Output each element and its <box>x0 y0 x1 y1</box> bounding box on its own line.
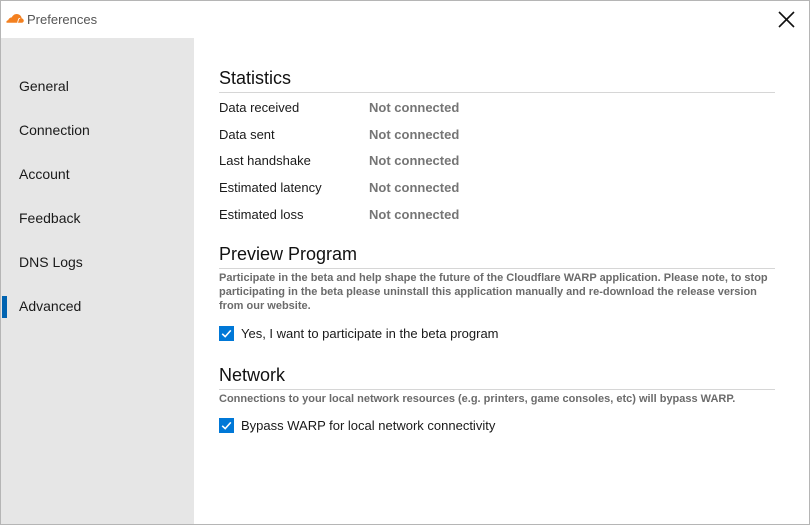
stat-label: Data received <box>219 100 300 115</box>
stat-row-data-received <box>219 100 775 120</box>
sidebar-item-advanced[interactable] <box>1 284 194 328</box>
stat-label: Last handshake <box>219 153 311 168</box>
preview-program-description: Participate in the beta and help shape the future of the Cloudflare WARP application. Please note, to stop participating in the beta please uninstall this application manually and re-download the release version from our website. <box>219 272 768 312</box>
stat-value: Not connected <box>369 127 460 142</box>
stat-value: Not connected <box>369 180 460 195</box>
sidebar-item-label: General <box>19 78 69 94</box>
checkmark-icon <box>221 328 232 339</box>
bypass-warp-checkbox-row[interactable] <box>219 415 495 435</box>
active-indicator <box>2 296 7 318</box>
sidebar-item-connection[interactable] <box>1 108 194 152</box>
beta-program-checkbox[interactable] <box>219 326 234 341</box>
stat-value: Not connected <box>369 100 460 115</box>
network-heading: Network <box>219 365 775 390</box>
stat-row-estimated-latency <box>219 180 775 200</box>
sidebar-item-feedback[interactable] <box>1 196 194 240</box>
stat-value: Not connected <box>369 153 460 168</box>
sidebar-item-dns-logs[interactable] <box>1 240 194 284</box>
beta-program-checkbox-row[interactable] <box>219 323 499 343</box>
checkmark-icon <box>221 420 232 431</box>
stat-row-last-handshake <box>219 153 775 173</box>
title-bar <box>1 1 809 38</box>
beta-program-checkbox-label: Yes, I want to participate in the beta program <box>241 325 499 341</box>
cloudflare-logo-icon <box>6 13 24 24</box>
stat-row-estimated-loss <box>219 207 775 227</box>
stat-label: Estimated latency <box>219 180 322 195</box>
sidebar-item-general[interactable] <box>1 64 194 108</box>
stat-value: Not connected <box>369 207 460 222</box>
sidebar-item-label: Feedback <box>19 210 81 226</box>
sidebar-item-label: Account <box>19 166 70 182</box>
stat-row-data-sent <box>219 127 775 147</box>
sidebar-item-label: Advanced <box>19 298 82 314</box>
sidebar-item-label: DNS Logs <box>19 254 83 270</box>
sidebar-item-account[interactable] <box>1 152 194 196</box>
sidebar <box>1 38 194 524</box>
sidebar-item-label: Connection <box>19 122 90 138</box>
bypass-warp-checkbox-label: Bypass WARP for local network connectivity <box>241 417 496 433</box>
stat-label: Estimated loss <box>219 207 304 222</box>
close-button[interactable] <box>763 1 809 38</box>
bypass-warp-checkbox[interactable] <box>219 418 234 433</box>
network-description: Connections to your local network resources (e.g. printers, game consoles, etc) will bypass WARP. <box>219 393 736 405</box>
close-icon <box>778 11 795 28</box>
statistics-heading: Statistics <box>219 68 775 93</box>
window-title: Preferences <box>27 12 98 27</box>
stat-label: Data sent <box>219 127 275 142</box>
preview-program-heading: Preview Program <box>219 244 775 269</box>
